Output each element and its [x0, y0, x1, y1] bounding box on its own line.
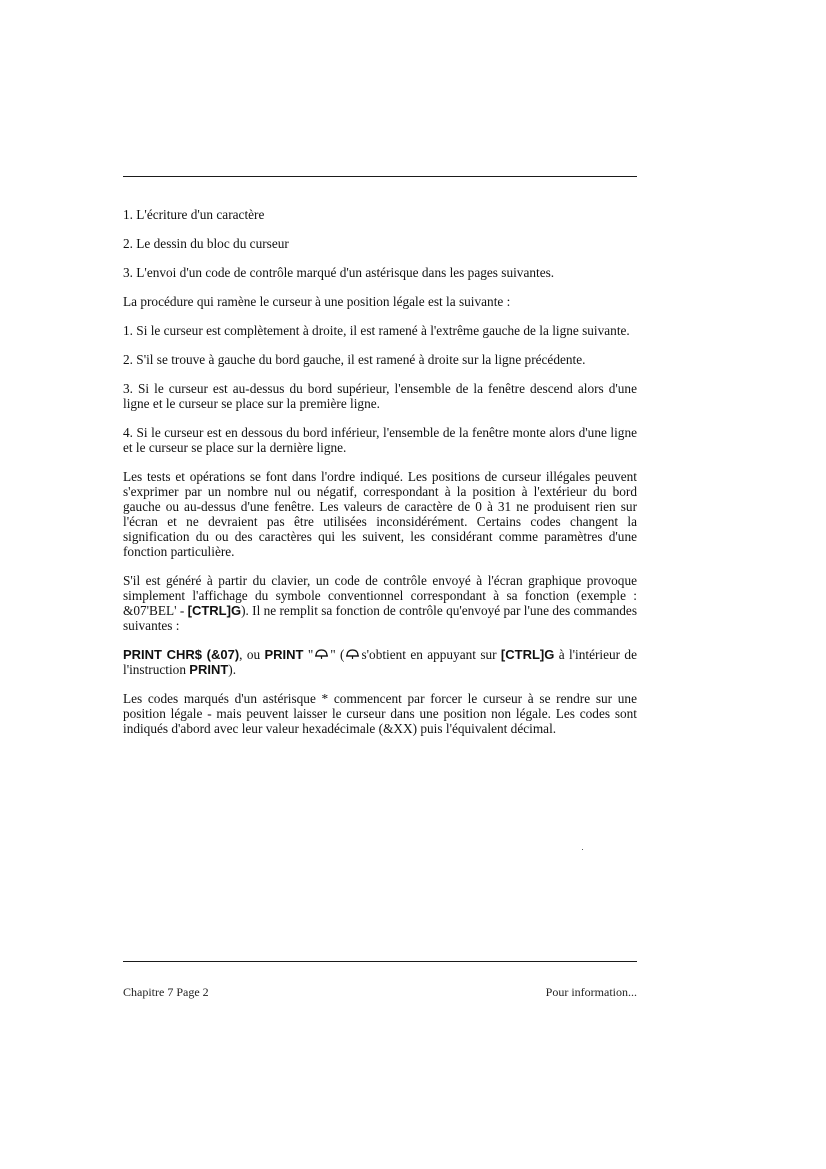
text-run: à l'intérieur de l'instruction [123, 647, 637, 677]
ctrl-g-key: [CTRL]G [500, 647, 555, 662]
print-command: PRINT [189, 662, 229, 677]
print-chr-command: PRINT CHR$ (&07) [123, 647, 240, 662]
text-run: , ou [239, 647, 265, 662]
list-item: 1. L'écriture d'un caractère [123, 207, 265, 222]
list-item: 3. L'envoi d'un code de contrôle marqué d'un astérisque dans les pages suivantes. [123, 265, 555, 280]
paragraph-keyboard [123, 573, 637, 633]
bell-symbol-icon [344, 648, 361, 660]
ctrl-g-key: [CTRL]G [187, 603, 242, 618]
text-run: " [303, 647, 314, 662]
paragraph-codes: Les codes marqués d'un astérisque * commencent par forcer le curseur à se rendre sur une position légale - mais peuvent laisser le curseur dans une position non légale. Les codes sont indiqués d'abord avec leur valeur hexadécimale (&XX) puis l'équivalent décimal. [123, 691, 637, 736]
text-run: ). Il ne remplit sa fonction de contrôle qu'envoyé par l'une des commandes suivantes : [123, 603, 637, 633]
footer-page-number: Chapitre 7 Page 2 [123, 985, 209, 999]
list-item: 2. S'il se trouve à gauche du bord gauche, il est ramené à droite sur la ligne précédente. [123, 352, 586, 367]
paragraph-tests: Les tests et opérations se font dans l'ordre indiqué. Les positions de curseur illégales peuvent s'exprimer par un nombre nul ou négatif, correspondant à la position à l'extérieur du bord gauche ou au-dessus d'une fenêtre. Les valeurs de caractère de 0 à 31 ne produisent rien sur l'écran et ne devraient pas être utilisées inconsidérément. Certains codes changent la signification du ou des caractères qui les suivent, les considérant comme paramètres d'une fonction particulière. [123, 469, 637, 559]
list-item: 3. Si le curseur est au-dessus du bord supérieur, l'ensemble de la fenêtre descend alors d'une ligne et le curseur se place sur la première ligne. [123, 381, 637, 411]
text-run: s'obtient en appuyant sur [361, 647, 501, 662]
page-body [123, 207, 637, 750]
print-command: PRINT [264, 647, 304, 662]
text-run: ). [228, 662, 237, 677]
bottom-rule [123, 961, 637, 962]
footer-note: Pour information... [545, 985, 637, 999]
list-item: 1. Si le curseur est complètement à droite, il est ramené à l'extrême gauche de la ligne suivante. [123, 323, 630, 338]
list-item: 2. Le dessin du bloc du curseur [123, 236, 289, 251]
list-item: 4. Si le curseur est en dessous du bord inférieur, l'ensemble de la fenêtre monte alors d'une ligne et le curseur se place sur la dernière ligne. [123, 425, 637, 455]
paragraph-print [123, 647, 637, 677]
scan-speck [582, 849, 583, 850]
text-run: S'il est généré à partir du clavier, un code de contrôle envoyé à l'écran graphique provoque simplement l'affichage du symbole conventionnel correspondant à sa fonction (exemple : &07'BEL' - [123, 573, 637, 618]
top-rule [123, 176, 637, 177]
bell-symbol-icon [313, 648, 330, 660]
procedure-intro: La procédure qui ramène le curseur à une position légale est la suivante : [123, 294, 511, 309]
text-run: " ( [330, 647, 345, 662]
